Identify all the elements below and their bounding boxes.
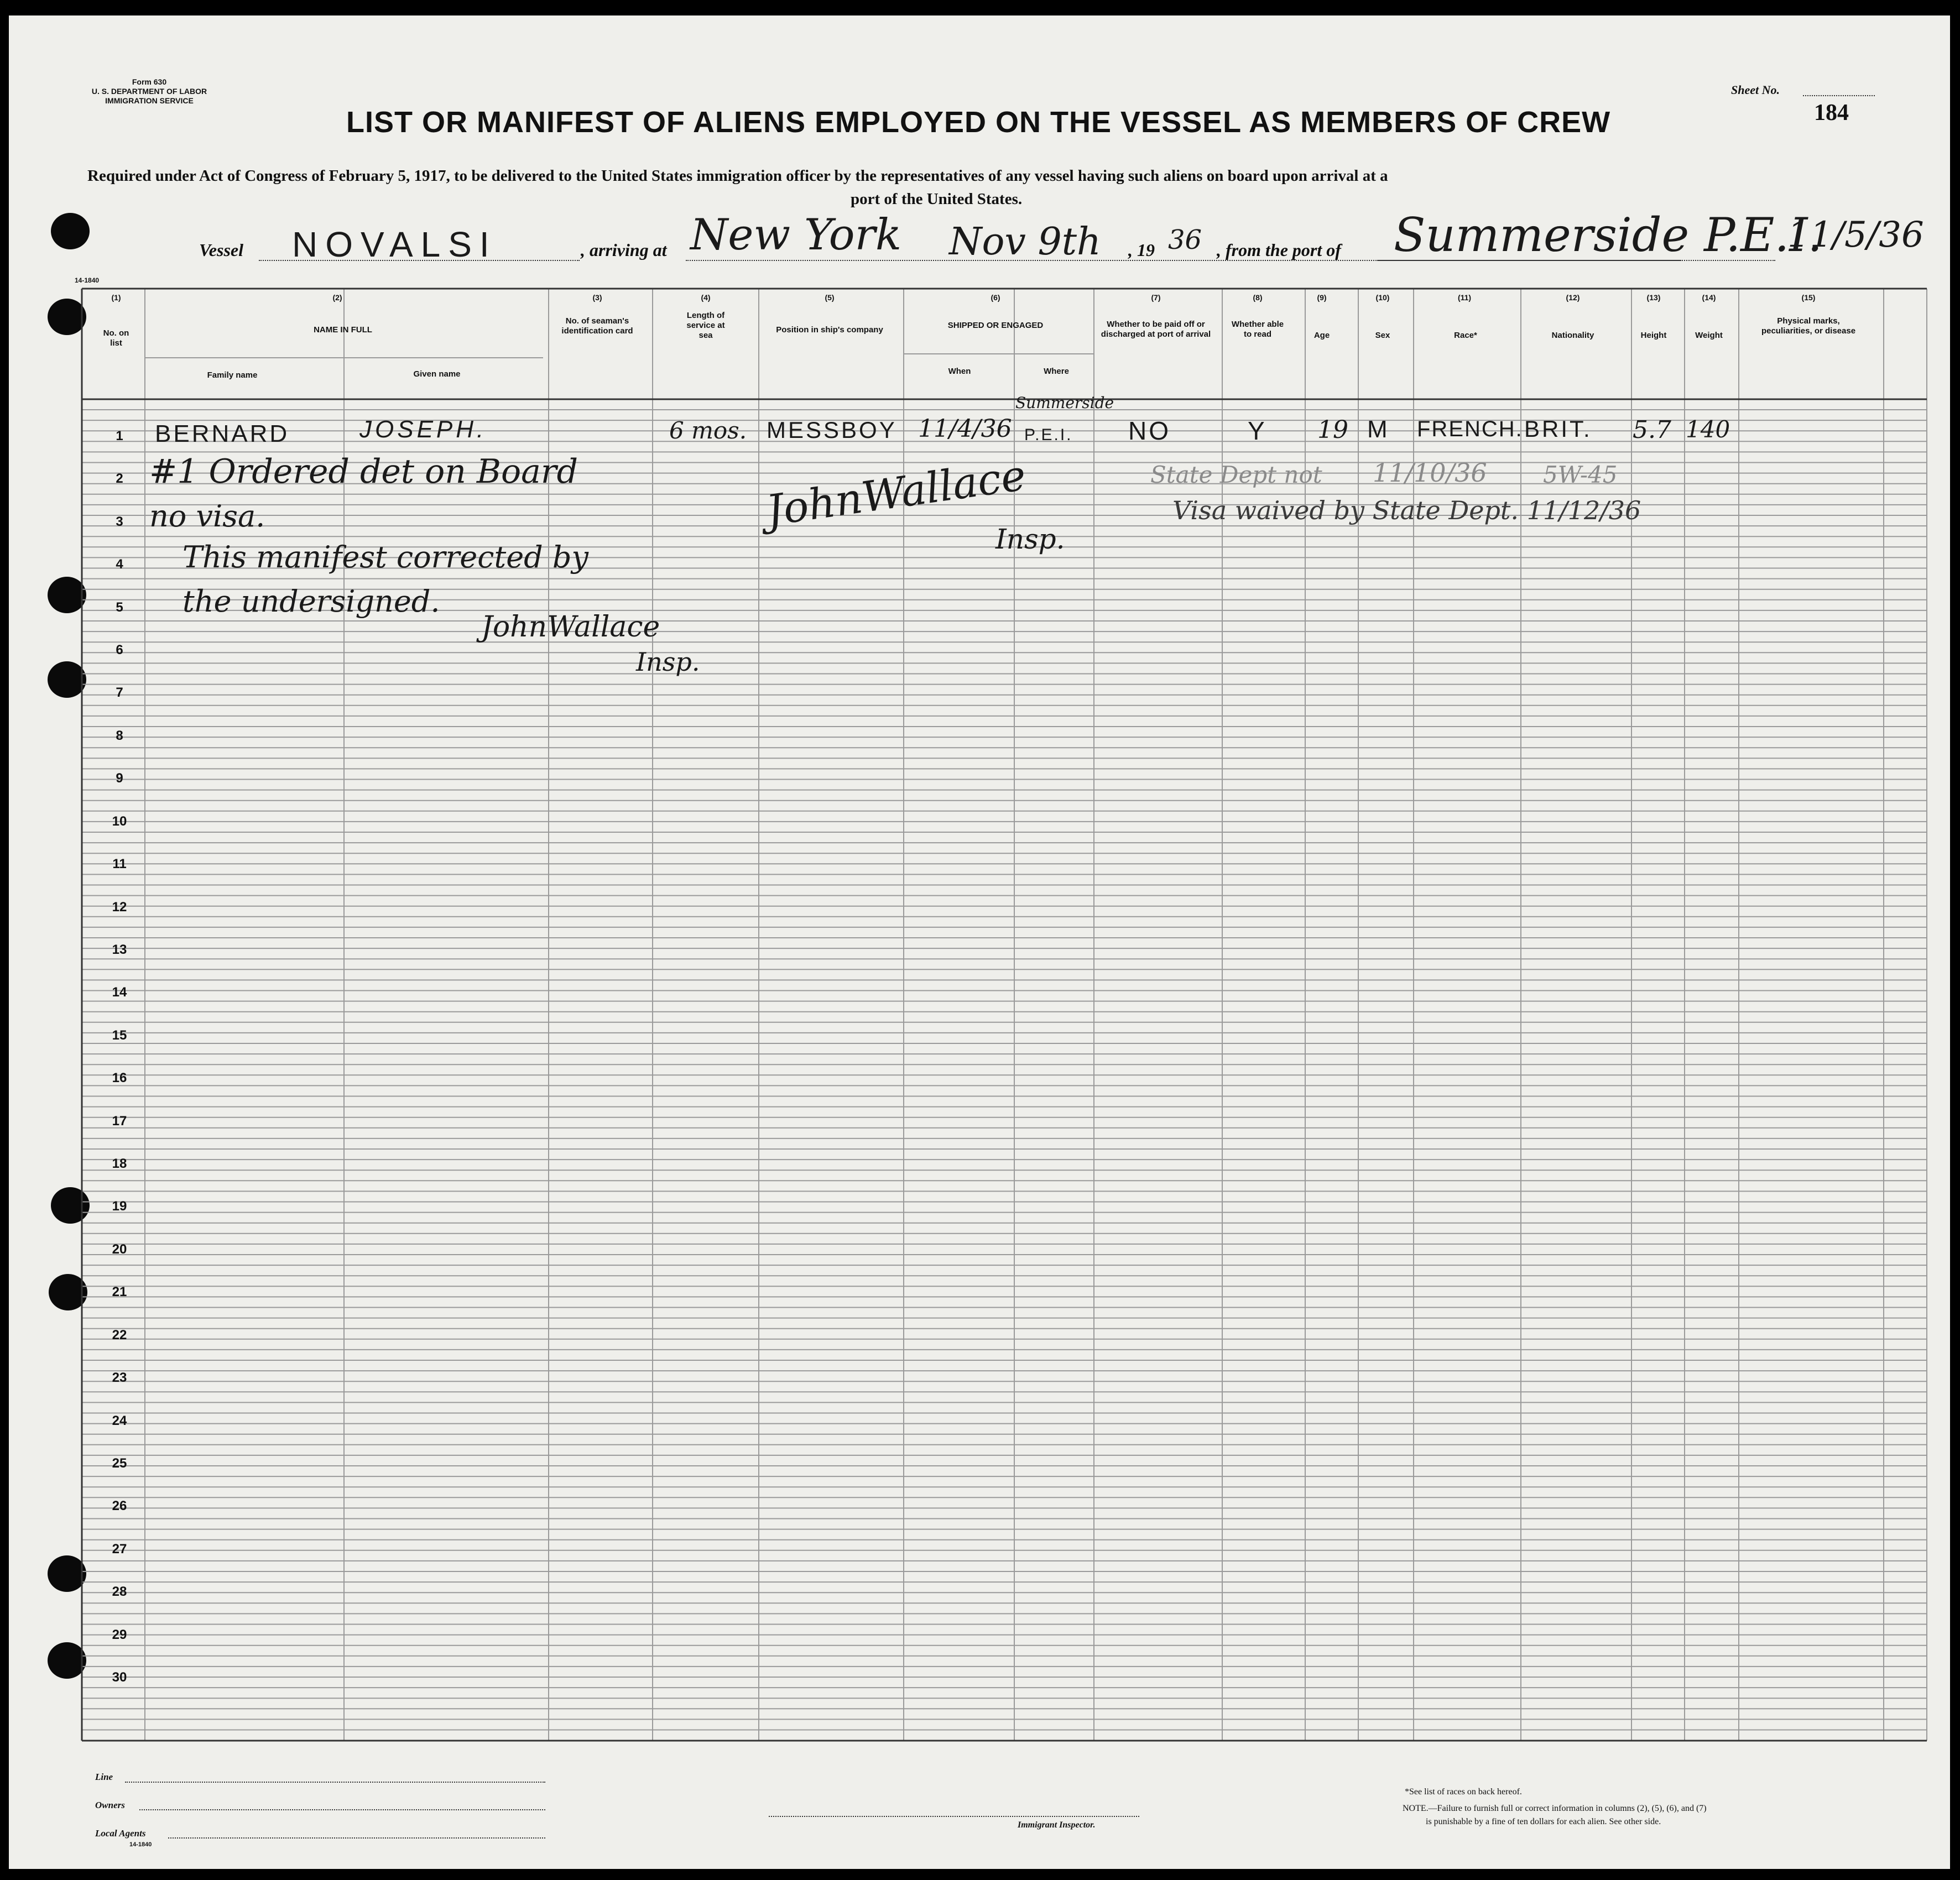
note-line-1: —Failure to furnish full or correct information in columns (2), (5), (6), and (7) <box>1428 1804 1707 1813</box>
column-number: (15) <box>1801 293 1816 302</box>
shipped-where-bottom: P.E.I. <box>1024 426 1073 444</box>
inspector-title-large: Insp. <box>995 523 1065 555</box>
requirement-line-1: Required under Act of Congress of February 5, 1917, to be delivered to the United States immigration officer by the representatives of any vessel having such aliens on board upon arrival at a <box>87 167 1388 185</box>
column-number: (9) <box>1317 293 1327 302</box>
column-header-shipped-or-engaged: SHIPPED OR ENGAGED <box>947 321 1044 330</box>
footer-owners-underline <box>139 1809 545 1810</box>
row-number: 9 <box>116 771 123 786</box>
service-name: IMMIGRATION SERVICE <box>105 96 194 105</box>
column-number: (8) <box>1253 293 1263 302</box>
row-number: 6 <box>116 643 123 657</box>
sheet-label: Sheet No. <box>1731 83 1780 97</box>
column-header-name-in-full: NAME IN FULL <box>314 325 372 335</box>
arrival-year: 36 <box>1168 224 1202 255</box>
row-number: 15 <box>112 1028 127 1043</box>
immigrant-inspector-label: Immigrant Inspector. <box>1018 1820 1096 1830</box>
state-dept-date: 11/10/36 <box>1373 458 1487 488</box>
vessel-name: NOVALSI <box>292 224 497 264</box>
visa-waived-note: Visa waived by State Dept. 11/12/36 <box>1172 495 1641 525</box>
row-number: 11 <box>112 857 127 871</box>
footer-owners-label: Owners <box>95 1800 125 1810</box>
subheader-given-name: Given name <box>413 369 461 379</box>
row-number: 13 <box>112 942 127 957</box>
sheet-number: 184 <box>1814 100 1849 126</box>
departure-date: 11/5/36 <box>1787 215 1924 255</box>
row-number: 8 <box>116 728 123 743</box>
column-header-nationality: Nationality <box>1551 331 1594 340</box>
row-number: 12 <box>112 900 127 915</box>
row-number: 20 <box>112 1242 127 1257</box>
from-port-label: , from the port of <box>1217 240 1341 260</box>
form-code-top: 14-1840 <box>75 276 100 284</box>
height-cell: 5.7 <box>1633 416 1671 444</box>
row-number: 2 <box>116 471 123 486</box>
row-number: 4 <box>116 557 123 572</box>
row-number: 28 <box>112 1584 127 1599</box>
year-prefix: , 19 <box>1128 240 1155 260</box>
row-number: 19 <box>112 1199 127 1214</box>
footer-agents-label: Local Agents <box>95 1828 146 1839</box>
footer-agents-underline <box>168 1837 545 1839</box>
row-number: 5 <box>116 600 123 615</box>
able-to-read-cell: Y <box>1248 416 1265 445</box>
form-number: Form 630 <box>132 77 167 86</box>
column-number: (12) <box>1566 293 1580 302</box>
inspector-underline <box>769 1816 1139 1817</box>
row-number: 26 <box>112 1498 127 1513</box>
annotation-undersigned: the undersigned. <box>183 584 440 619</box>
column-number: (2) <box>332 293 342 302</box>
column-number: (6) <box>991 293 1000 302</box>
column-number: (1) <box>111 293 121 302</box>
column-header-position: Position in ship's company <box>776 325 883 335</box>
column-header-paid-off: Whether to be paid off or discharged at port of arrival <box>1101 320 1211 339</box>
state-dept-notification: State Dept not <box>1150 461 1322 488</box>
column-header-id-card: No. of seaman's identification card <box>561 316 633 336</box>
race-cell: FRENCH. <box>1417 417 1523 441</box>
penalty-note-line-2: is punishable by a fine of ten dollars for each alien. See other side. <box>1426 1817 1661 1826</box>
row-number: 30 <box>112 1670 127 1685</box>
service-length-cell: 6 mos. <box>669 417 747 444</box>
arriving-label: , arriving at <box>581 240 667 260</box>
sex-cell: M <box>1367 416 1388 443</box>
row-number: 16 <box>112 1070 127 1085</box>
column-number: (14) <box>1702 293 1716 302</box>
row-number: 3 <box>116 514 123 529</box>
column-number: (7) <box>1151 293 1161 302</box>
row-number: 14 <box>112 985 127 1000</box>
column-header-physical-marks: Physical marks, peculiarities, or disease <box>1761 316 1856 336</box>
age-cell: 19 <box>1317 416 1348 444</box>
row-number: 10 <box>112 814 127 829</box>
row-number: 29 <box>112 1627 127 1642</box>
row-number: 1 <box>116 429 123 443</box>
shipped-where-top: Summerside <box>1015 394 1114 412</box>
position-cell: MESSBOY <box>767 417 897 443</box>
row-number: 25 <box>112 1456 127 1471</box>
column-header-no-on-list: No. on list <box>103 328 129 348</box>
row-number: 24 <box>112 1413 127 1428</box>
requirement-line-2: port of the United States. <box>851 190 1023 208</box>
penalty-note <box>1403 1804 1707 1814</box>
vessel-label: Vessel <box>199 240 243 260</box>
column-header-able-to-read: Whether able to read <box>1231 320 1284 339</box>
column-header-age: Age <box>1313 331 1330 340</box>
subheader-family-name: Family name <box>207 370 258 380</box>
arrival-port: New York <box>690 210 902 260</box>
column-header-sex: Sex <box>1375 331 1390 340</box>
row-number: 21 <box>112 1284 127 1299</box>
annotation-manifest-corrected: This manifest corrected by <box>183 540 588 575</box>
column-number: (13) <box>1646 293 1661 302</box>
row-number: 22 <box>112 1328 127 1343</box>
row-number: 27 <box>112 1542 127 1557</box>
column-number: (10) <box>1375 293 1390 302</box>
annotation-no-visa: no visa. <box>149 499 265 534</box>
arrival-date: Nov 9th <box>949 220 1101 264</box>
row-number: 23 <box>112 1370 127 1385</box>
row-number: 7 <box>116 685 123 700</box>
column-header-weight: Weight <box>1695 331 1723 340</box>
column-number: (4) <box>701 293 711 302</box>
footer-line-underline <box>125 1782 545 1783</box>
annotation-ordered-detained: #1 Ordered det on Board <box>149 452 578 491</box>
column-header-length-of-service: Length of service at sea <box>686 311 725 340</box>
shipped-when-cell: 11/4/36 <box>918 415 1012 443</box>
footer-form-code: 14-1840 <box>129 1841 152 1848</box>
note-label: NOTE. <box>1403 1804 1429 1813</box>
column-number: (3) <box>592 293 602 302</box>
subheader-where: Where <box>1044 367 1069 376</box>
row-number: 18 <box>112 1156 127 1171</box>
column-header-race: Race* <box>1454 331 1477 340</box>
race-footnote: *See list of races on back hereof. <box>1405 1787 1522 1797</box>
page-title: LIST OR MANIFEST OF ALIENS EMPLOYED ON THE VESSEL AS MEMBERS OF CREW <box>346 106 1611 139</box>
department-name: U. S. DEPARTMENT OF LABOR <box>91 87 207 96</box>
departure-port: Summerside P.E.I. <box>1394 208 1823 262</box>
column-number: (5) <box>825 293 835 302</box>
family-name-cell: BERNARD <box>155 420 290 447</box>
reference-code: 5W-45 <box>1543 461 1618 488</box>
inspector-signature-large: JohnWallace <box>763 450 1029 536</box>
column-number: (11) <box>1457 293 1472 302</box>
column-header-height: Height <box>1640 331 1667 340</box>
nationality-cell: BRIT. <box>1524 416 1592 442</box>
row-number: 17 <box>112 1114 127 1129</box>
given-name-cell: JOSEPH. <box>359 416 487 443</box>
footer-line-label: Line <box>95 1772 113 1782</box>
inspector-signature: JohnWallace <box>481 610 660 644</box>
subheader-when: When <box>948 367 971 376</box>
paid-off-cell: NO <box>1128 416 1171 445</box>
weight-cell: 140 <box>1686 416 1730 443</box>
inspector-title: Insp. <box>636 647 700 677</box>
